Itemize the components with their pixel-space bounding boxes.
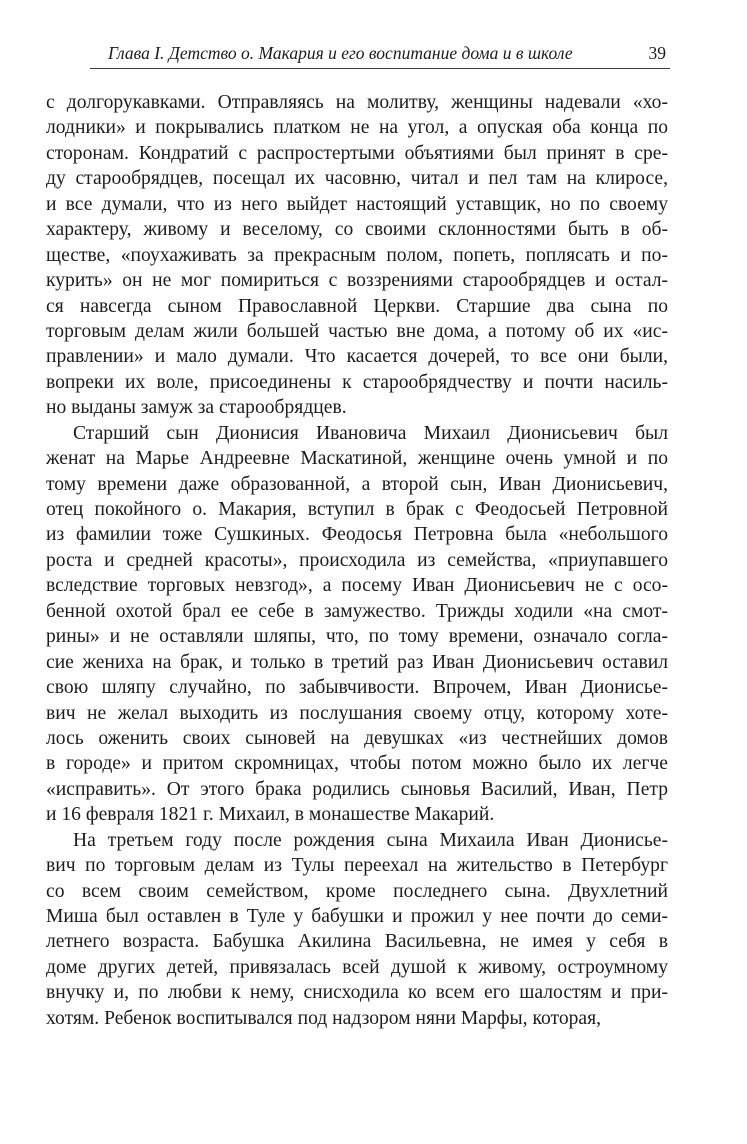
text-line: внучку и, по любви к нему, снисходила ко всем его шалостям и при- bbox=[46, 982, 668, 1004]
text-line: и все думали, что из него выйдет настоящий уставщик, но по своему bbox=[46, 193, 668, 215]
text-line: но выданы замуж за старообрядцев. bbox=[46, 397, 347, 419]
text-line: вич не желал выходить из послушания своему отцу, которому хоте- bbox=[46, 702, 668, 724]
text-line: рины» и не оставляли шляпы, что, по тому времени, означало согла- bbox=[46, 626, 668, 648]
page-header bbox=[90, 42, 670, 69]
text-line: «исправить». От этого брака родились сыновья Василий, Иван, Петр bbox=[46, 778, 668, 800]
text-line: ся навсегда сыном Православной Церкви. Старшие два сына по bbox=[46, 295, 668, 317]
text-line: торговым делам жили большей частью вне дома, а потому об их «ис- bbox=[46, 320, 668, 342]
body-text bbox=[46, 90, 668, 1031]
text-line: отец покойного о. Макария, вступил в брак с Феодосьей Петровной bbox=[46, 499, 668, 520]
text-line: лодники» и покрывались платком не на угол, а опуская оба конца по bbox=[46, 117, 668, 139]
text-line: ду старообрядцев, посещал их часовню, читал и пел там на клиросе, bbox=[46, 168, 668, 190]
page-number: 39 bbox=[648, 43, 666, 63]
text-line: Миша был оставлен в Туле у бабушки и прожил у нее почти до семи- bbox=[46, 906, 668, 927]
text-line: свою шляпу случайно, по забывчивости. Впрочем, Иван Дионисье- bbox=[46, 677, 668, 699]
text-line: женат на Марье Андреевне Маскатиной, женщине очень умной и по bbox=[46, 448, 668, 470]
text-line: правлении» и мало думали. Что касается дочерей, то все они были, bbox=[46, 346, 668, 368]
text-line: в городе» и притом скромницах, чтобы потом можно было их легче bbox=[46, 753, 668, 775]
text-line: летнего возраста. Бабушка Акилина Васильевна, не имея у себя в bbox=[46, 931, 668, 953]
text-line: роста и средней красоты», происходила из семейства, «приупавшего bbox=[46, 549, 668, 571]
text-line: хотям. Ребенок воспитывался под надзором няни Марфы, которая, bbox=[46, 1007, 602, 1029]
text-line: бенной охотой брал ее себе в замужество. Трижды ходили «на смот- bbox=[46, 600, 668, 622]
text-line: и 16 февраля 1821 г. Михаил, в монашестве Макарий. bbox=[46, 804, 495, 826]
text-line: сие жениха на брак, и только в третий раз Иван Дионисьевич оставил bbox=[46, 651, 668, 673]
text-line: характеру, живому и веселому, со своими склонностями быть в об- bbox=[46, 219, 668, 241]
text-line: вследствие торговых невзгод», а посему Иван Дионисьевич не с осо- bbox=[46, 575, 668, 597]
text-line: курить» он не мог помириться с воззрениями старообрядцев и остал- bbox=[46, 270, 668, 292]
paragraph bbox=[46, 828, 668, 1032]
text-line: Старший сын Дионисия Ивановича Михаил Дионисьевич был bbox=[73, 422, 668, 444]
text-line: лось оженить своих сыновей на девушках «из честнейших домов bbox=[46, 727, 668, 749]
text-line: сторонам. Кондратий с распростертыми объятиями был принят в сре- bbox=[46, 142, 668, 164]
text-line: тому времени даже образованной, а второй сын, Иван Дионисьевич, bbox=[46, 473, 668, 495]
paragraph bbox=[46, 90, 668, 421]
text-line: вич по торговым делам из Тулы переехал на жительство в Петербург bbox=[46, 855, 668, 877]
paragraph bbox=[46, 421, 668, 828]
text-line: На третьем году после рождения сына Михаила Иван Дионисье- bbox=[73, 829, 668, 851]
text-line: с долгорукавками. Отправляясь на молитву, женщины надевали «хо- bbox=[46, 92, 668, 113]
text-line: ществе, «поухаживать за прекрасным полом, попеть, поплясать и по- bbox=[46, 244, 668, 266]
text-line: со всем своим семейством, кроме последнего сына. Двухлетний bbox=[46, 880, 668, 902]
text-line: из фамилии тоже Сушкиных. Феодосья Петровна была «небольшого bbox=[46, 524, 668, 546]
running-title: Глава I. Детство о. Макария и его воспитание дома и в школе bbox=[108, 43, 573, 63]
text-line: вопреки их воле, присоединены к старообрядчеству и почти насиль- bbox=[46, 371, 668, 393]
text-line: доме других детей, привязалась всей душой к живому, остроумному bbox=[46, 956, 668, 978]
